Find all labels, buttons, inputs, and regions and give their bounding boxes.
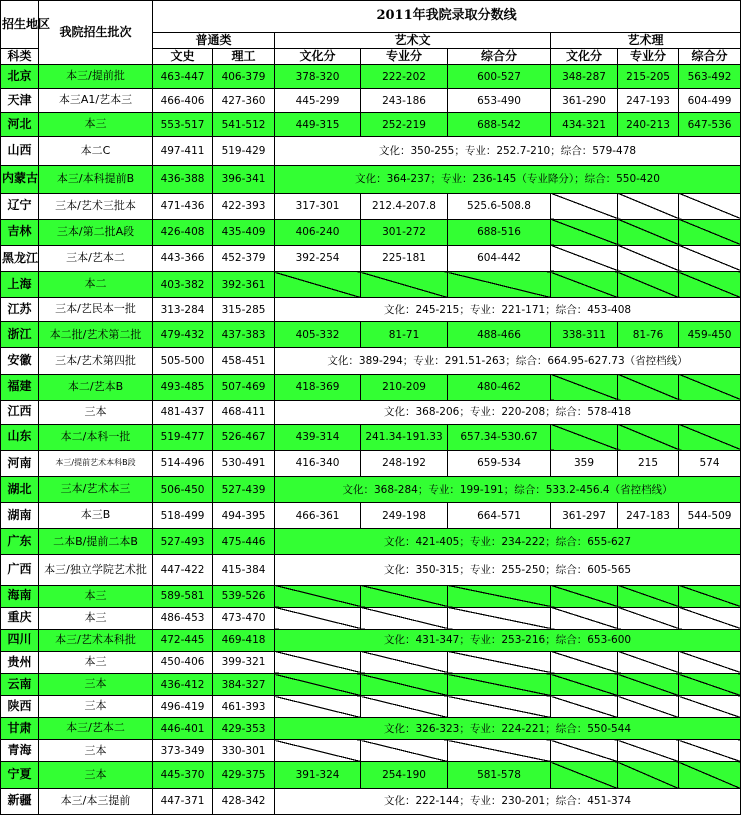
art-culture-na-cell	[275, 272, 361, 298]
ligong-score-cell: 422-393	[213, 193, 275, 219]
ligong-score-cell: 473-470	[213, 607, 275, 629]
art-major-cell: 249-198	[361, 503, 448, 529]
group-header-general: 普通类	[153, 33, 275, 49]
art-total-cell: 600-527	[448, 65, 551, 89]
wenke-score-cell: 373-349	[153, 740, 213, 762]
ligong-score-cell: 475-446	[213, 529, 275, 555]
art-total-cell: 604-442	[448, 245, 551, 271]
table-row	[1, 245, 741, 271]
region-cell: 四川	[1, 629, 39, 651]
ligong-score-cell: 315-285	[213, 298, 275, 322]
ligong-score-cell: 399-321	[213, 651, 275, 673]
wenke-score-cell: 426-408	[153, 219, 213, 245]
sci-total-na-cell	[679, 272, 741, 298]
batch-cell: 二本B/提前二本B	[39, 529, 153, 555]
wenke-score-cell: 471-436	[153, 193, 213, 219]
wenke-score-cell: 447-422	[153, 555, 213, 585]
sci-major-na-cell	[618, 245, 679, 271]
subheader-sci-major: 专业分	[618, 49, 679, 65]
table-row	[1, 272, 741, 298]
sci-major-na-cell	[618, 424, 679, 450]
sci-major-cell: 247-193	[618, 89, 679, 113]
art-combined-cell: 文化：350-315；专业：255-250；综合：605-565	[275, 555, 741, 585]
table-row	[1, 450, 741, 476]
art-culture-na-cell	[275, 674, 361, 696]
art-combined-cell: 文化：326-323；专业：224-221；综合：550-544	[275, 718, 741, 740]
sci-total-na-cell	[679, 696, 741, 718]
wenke-score-cell: 518-499	[153, 503, 213, 529]
table-row	[1, 696, 741, 718]
sci-major-na-cell	[618, 696, 679, 718]
ligong-score-cell: 541-512	[213, 113, 275, 137]
ligong-score-cell: 526-467	[213, 424, 275, 450]
ligong-score-cell: 406-379	[213, 65, 275, 89]
batch-cell: 本三	[39, 651, 153, 673]
wenke-score-cell: 506-450	[153, 477, 213, 503]
art-culture-cell: 406-240	[275, 219, 361, 245]
ligong-score-cell: 458-451	[213, 348, 275, 374]
batch-cell: 本三/独立学院艺术批	[39, 555, 153, 585]
region-cell: 新疆	[1, 788, 39, 814]
subheader-ligong: 理工	[213, 49, 275, 65]
batch-cell: 本三/艺术本科批	[39, 629, 153, 651]
sci-culture-na-cell	[551, 193, 618, 219]
ligong-score-cell: 427-360	[213, 89, 275, 113]
art-total-na-cell	[448, 674, 551, 696]
sci-major-na-cell	[618, 585, 679, 607]
batch-cell: 本二批/艺术第二批	[39, 322, 153, 348]
wenke-score-cell: 447-371	[153, 788, 213, 814]
art-total-cell: 659-534	[448, 450, 551, 476]
art-combined-cell: 文化：350-255；专业：252.7-210；综合：579-478	[275, 137, 741, 165]
subheader-art-total: 综合分	[448, 49, 551, 65]
art-culture-cell: 418-369	[275, 374, 361, 400]
art-combined-cell: 文化：364-237；专业：236-145（专业降分）；综合：550-420	[275, 165, 741, 193]
corner-header-region: 招生地区	[1, 1, 39, 49]
art-total-cell: 488-466	[448, 322, 551, 348]
sci-total-na-cell	[679, 374, 741, 400]
art-culture-na-cell	[275, 696, 361, 718]
sci-total-na-cell	[679, 740, 741, 762]
art-major-cell: 241.34-191.33	[361, 424, 448, 450]
region-cell: 天津	[1, 89, 39, 113]
art-combined-cell: 文化：222-144；专业：230-201；综合：451-374	[275, 788, 741, 814]
table-row	[1, 400, 741, 424]
region-cell: 吉林	[1, 219, 39, 245]
table-row	[1, 762, 741, 788]
group-header-art-sci: 艺术理	[551, 33, 741, 49]
wenke-score-cell: 466-406	[153, 89, 213, 113]
batch-cell: 三本/艺民本一批	[39, 298, 153, 322]
wenke-score-cell: 486-453	[153, 607, 213, 629]
art-total-na-cell	[448, 740, 551, 762]
art-major-na-cell	[361, 585, 448, 607]
ligong-score-cell: 392-361	[213, 272, 275, 298]
table-row	[1, 193, 741, 219]
table-row	[1, 89, 741, 113]
batch-cell: 本二/艺本B	[39, 374, 153, 400]
table-row	[1, 113, 741, 137]
art-combined-cell: 文化：368-284；专业：199-191；综合：533.2-456.4（省控档线）	[275, 477, 741, 503]
art-culture-cell: 378-320	[275, 65, 361, 89]
wenke-score-cell: 446-401	[153, 718, 213, 740]
ligong-score-cell: 384-327	[213, 674, 275, 696]
sci-total-cell: 574	[679, 450, 741, 476]
table-row	[1, 322, 741, 348]
table-row	[1, 65, 741, 89]
region-cell: 山东	[1, 424, 39, 450]
art-combined-cell: 文化：431-347；专业：253-216；综合：653-600	[275, 629, 741, 651]
sci-culture-cell: 361-297	[551, 503, 618, 529]
sci-major-na-cell	[618, 374, 679, 400]
sci-major-na-cell	[618, 219, 679, 245]
batch-cell: 本三/提前艺术本科B段	[39, 450, 153, 476]
sci-total-na-cell	[679, 424, 741, 450]
region-cell: 内蒙古	[1, 165, 39, 193]
batch-cell: 本三/提前批	[39, 65, 153, 89]
region-cell: 海南	[1, 585, 39, 607]
region-cell: 湖南	[1, 503, 39, 529]
batch-cell: 本三/艺本二	[39, 718, 153, 740]
batch-cell: 本三	[39, 113, 153, 137]
region-cell: 陕西	[1, 696, 39, 718]
table-row	[1, 424, 741, 450]
art-culture-na-cell	[275, 740, 361, 762]
subheader-sci-total: 综合分	[679, 49, 741, 65]
art-major-cell: 225-181	[361, 245, 448, 271]
batch-cell: 三本	[39, 696, 153, 718]
wenke-score-cell: 313-284	[153, 298, 213, 322]
sci-total-na-cell	[679, 651, 741, 673]
batch-cell: 三本	[39, 740, 153, 762]
sci-total-cell: 544-509	[679, 503, 741, 529]
art-major-cell: 301-272	[361, 219, 448, 245]
ligong-score-cell: 507-469	[213, 374, 275, 400]
ligong-score-cell: 530-491	[213, 450, 275, 476]
wenke-score-cell: 589-581	[153, 585, 213, 607]
table-row	[1, 348, 741, 374]
art-culture-na-cell	[275, 651, 361, 673]
table-row	[1, 219, 741, 245]
ligong-score-cell: 519-429	[213, 137, 275, 165]
art-major-na-cell	[361, 740, 448, 762]
sci-total-na-cell	[679, 762, 741, 788]
sci-culture-cell: 434-321	[551, 113, 618, 137]
batch-cell: 本三	[39, 585, 153, 607]
sci-major-na-cell	[618, 193, 679, 219]
region-cell: 广东	[1, 529, 39, 555]
wenke-score-cell: 463-447	[153, 65, 213, 89]
table-row	[1, 651, 741, 673]
sci-culture-na-cell	[551, 245, 618, 271]
art-total-na-cell	[448, 607, 551, 629]
sci-major-na-cell	[618, 740, 679, 762]
batch-column-header: 我院招生批次	[39, 1, 153, 65]
wenke-score-cell: 481-437	[153, 400, 213, 424]
wenke-score-cell: 403-382	[153, 272, 213, 298]
wenke-score-cell: 479-432	[153, 322, 213, 348]
sci-major-na-cell	[618, 607, 679, 629]
table-row	[1, 788, 741, 814]
ligong-score-cell: 468-411	[213, 400, 275, 424]
art-major-cell: 212.4-207.8	[361, 193, 448, 219]
art-total-na-cell	[448, 585, 551, 607]
wenke-score-cell: 553-517	[153, 113, 213, 137]
sci-total-na-cell	[679, 245, 741, 271]
wenke-score-cell: 496-419	[153, 696, 213, 718]
art-major-na-cell	[361, 696, 448, 718]
sci-total-na-cell	[679, 607, 741, 629]
art-major-cell: 254-190	[361, 762, 448, 788]
ligong-score-cell: 527-439	[213, 477, 275, 503]
sci-culture-na-cell	[551, 651, 618, 673]
sci-culture-na-cell	[551, 674, 618, 696]
ligong-score-cell: 429-375	[213, 762, 275, 788]
art-culture-cell: 405-332	[275, 322, 361, 348]
region-cell: 江苏	[1, 298, 39, 322]
sci-major-na-cell	[618, 762, 679, 788]
table-row	[1, 629, 741, 651]
sci-major-na-cell	[618, 674, 679, 696]
batch-cell: 三本/艺术本三	[39, 477, 153, 503]
batch-cell: 本二/本科一批	[39, 424, 153, 450]
art-culture-cell: 416-340	[275, 450, 361, 476]
batch-cell: 三本/艺术三批本	[39, 193, 153, 219]
batch-cell: 本二	[39, 272, 153, 298]
region-cell: 福建	[1, 374, 39, 400]
batch-cell: 三本/第二批A段	[39, 219, 153, 245]
subheader-art-major: 专业分	[361, 49, 448, 65]
sci-total-na-cell	[679, 674, 741, 696]
batch-cell: 三本	[39, 400, 153, 424]
art-major-na-cell	[361, 651, 448, 673]
art-major-na-cell	[361, 674, 448, 696]
table-row	[1, 529, 741, 555]
sci-culture-na-cell	[551, 740, 618, 762]
art-culture-cell: 392-254	[275, 245, 361, 271]
ligong-score-cell: 469-418	[213, 629, 275, 651]
wenke-score-cell: 497-411	[153, 137, 213, 165]
sci-culture-cell: 359	[551, 450, 618, 476]
wenke-score-cell: 514-496	[153, 450, 213, 476]
art-culture-cell: 391-324	[275, 762, 361, 788]
art-culture-cell: 449-315	[275, 113, 361, 137]
sci-culture-cell: 348-287	[551, 65, 618, 89]
region-cell: 河北	[1, 113, 39, 137]
art-total-na-cell	[448, 696, 551, 718]
batch-cell: 三本/艺术第四批	[39, 348, 153, 374]
sci-major-cell: 215	[618, 450, 679, 476]
sci-culture-na-cell	[551, 585, 618, 607]
corner-header-category: 科类	[1, 49, 39, 65]
ligong-score-cell: 461-393	[213, 696, 275, 718]
region-cell: 广西	[1, 555, 39, 585]
sci-major-cell: 247-183	[618, 503, 679, 529]
sci-total-cell: 563-492	[679, 65, 741, 89]
region-cell: 山西	[1, 137, 39, 165]
wenke-score-cell: 445-370	[153, 762, 213, 788]
batch-cell: 三本	[39, 762, 153, 788]
ligong-score-cell: 415-384	[213, 555, 275, 585]
region-cell: 江西	[1, 400, 39, 424]
art-culture-na-cell	[275, 585, 361, 607]
sci-major-cell: 81-76	[618, 322, 679, 348]
sci-major-cell: 215-205	[618, 65, 679, 89]
sci-culture-na-cell	[551, 272, 618, 298]
art-major-na-cell	[361, 272, 448, 298]
wenke-score-cell: 493-485	[153, 374, 213, 400]
region-cell: 辽宁	[1, 193, 39, 219]
art-combined-cell: 文化：245-215；专业：221-171；综合：453-408	[275, 298, 741, 322]
art-total-cell: 688-542	[448, 113, 551, 137]
region-cell: 甘肃	[1, 718, 39, 740]
region-cell: 安徽	[1, 348, 39, 374]
wenke-score-cell: 527-493	[153, 529, 213, 555]
region-cell: 湖北	[1, 477, 39, 503]
sci-culture-na-cell	[551, 219, 618, 245]
art-total-cell: 664-571	[448, 503, 551, 529]
wenke-score-cell: 436-388	[153, 165, 213, 193]
sci-culture-na-cell	[551, 607, 618, 629]
sci-total-cell: 459-450	[679, 322, 741, 348]
subheader-art-culture: 文化分	[275, 49, 361, 65]
sci-major-na-cell	[618, 272, 679, 298]
region-cell: 北京	[1, 65, 39, 89]
art-combined-cell: 文化：368-206；专业：220-208；综合：578-418	[275, 400, 741, 424]
wenke-score-cell: 450-406	[153, 651, 213, 673]
art-major-cell: 222-202	[361, 65, 448, 89]
art-culture-cell: 445-299	[275, 89, 361, 113]
ligong-score-cell: 429-353	[213, 718, 275, 740]
table-row	[1, 718, 741, 740]
art-culture-cell: 466-361	[275, 503, 361, 529]
art-major-cell: 243-186	[361, 89, 448, 113]
region-cell: 重庆	[1, 607, 39, 629]
wenke-score-cell: 436-412	[153, 674, 213, 696]
batch-cell: 本三	[39, 607, 153, 629]
art-total-cell: 525.6-508.8	[448, 193, 551, 219]
sci-total-cell: 604-499	[679, 89, 741, 113]
region-cell: 云南	[1, 674, 39, 696]
region-cell: 贵州	[1, 651, 39, 673]
ligong-score-cell: 396-341	[213, 165, 275, 193]
art-culture-na-cell	[275, 607, 361, 629]
art-major-cell: 252-219	[361, 113, 448, 137]
ligong-score-cell: 452-379	[213, 245, 275, 271]
table-row	[1, 165, 741, 193]
art-culture-cell: 317-301	[275, 193, 361, 219]
batch-cell: 本二C	[39, 137, 153, 165]
art-major-na-cell	[361, 607, 448, 629]
sci-total-na-cell	[679, 193, 741, 219]
sci-total-cell: 647-536	[679, 113, 741, 137]
sci-total-na-cell	[679, 585, 741, 607]
batch-cell: 本三/本三提前	[39, 788, 153, 814]
art-total-na-cell	[448, 651, 551, 673]
ligong-score-cell: 428-342	[213, 788, 275, 814]
art-major-cell: 210-209	[361, 374, 448, 400]
sci-culture-na-cell	[551, 696, 618, 718]
ligong-score-cell: 539-526	[213, 585, 275, 607]
sci-culture-cell: 361-290	[551, 89, 618, 113]
table-row	[1, 585, 741, 607]
sci-major-cell: 240-213	[618, 113, 679, 137]
batch-cell: 三本	[39, 674, 153, 696]
art-total-cell: 657.34-530.67	[448, 424, 551, 450]
ligong-score-cell: 494-395	[213, 503, 275, 529]
table-row	[1, 607, 741, 629]
sci-culture-na-cell	[551, 424, 618, 450]
table-row	[1, 503, 741, 529]
table-row	[1, 298, 741, 322]
table-row	[1, 555, 741, 585]
region-cell: 河南	[1, 450, 39, 476]
table-row	[1, 137, 741, 165]
art-total-cell: 653-490	[448, 89, 551, 113]
art-combined-cell: 文化：421-405；专业：234-222；综合：655-627	[275, 529, 741, 555]
table-row	[1, 374, 741, 400]
sci-major-na-cell	[618, 651, 679, 673]
wenke-score-cell: 519-477	[153, 424, 213, 450]
batch-cell: 三本/艺本二	[39, 245, 153, 271]
art-total-cell: 581-578	[448, 762, 551, 788]
table-row	[1, 740, 741, 762]
table-row	[1, 674, 741, 696]
art-total-na-cell	[448, 272, 551, 298]
art-major-cell: 248-192	[361, 450, 448, 476]
art-total-cell: 480-462	[448, 374, 551, 400]
wenke-score-cell: 505-500	[153, 348, 213, 374]
region-cell: 宁夏	[1, 762, 39, 788]
ligong-score-cell: 330-301	[213, 740, 275, 762]
table-row	[1, 477, 741, 503]
sci-culture-cell: 338-311	[551, 322, 618, 348]
sci-culture-na-cell	[551, 762, 618, 788]
batch-cell: 本三A1/艺本三	[39, 89, 153, 113]
subheader-sci-culture: 文化分	[551, 49, 618, 65]
region-cell: 上海	[1, 272, 39, 298]
region-cell: 浙江	[1, 322, 39, 348]
ligong-score-cell: 435-409	[213, 219, 275, 245]
sci-culture-na-cell	[551, 374, 618, 400]
subheader-wenke: 文史	[153, 49, 213, 65]
art-major-cell: 81-71	[361, 322, 448, 348]
wenke-score-cell: 443-366	[153, 245, 213, 271]
batch-cell: 本三/本科提前B	[39, 165, 153, 193]
art-total-cell: 688-516	[448, 219, 551, 245]
table-title: 2011年我院录取分数线	[153, 1, 741, 33]
group-header-art-arts: 艺术文	[275, 33, 551, 49]
art-combined-cell: 文化：389-294；专业：291.51-263；综合：664.95-627.73（省控档线）	[275, 348, 741, 374]
art-culture-cell: 439-314	[275, 424, 361, 450]
wenke-score-cell: 472-445	[153, 629, 213, 651]
batch-cell: 本三B	[39, 503, 153, 529]
sci-total-na-cell	[679, 219, 741, 245]
region-cell: 黑龙江	[1, 245, 39, 271]
ligong-score-cell: 437-383	[213, 322, 275, 348]
region-cell: 青海	[1, 740, 39, 762]
